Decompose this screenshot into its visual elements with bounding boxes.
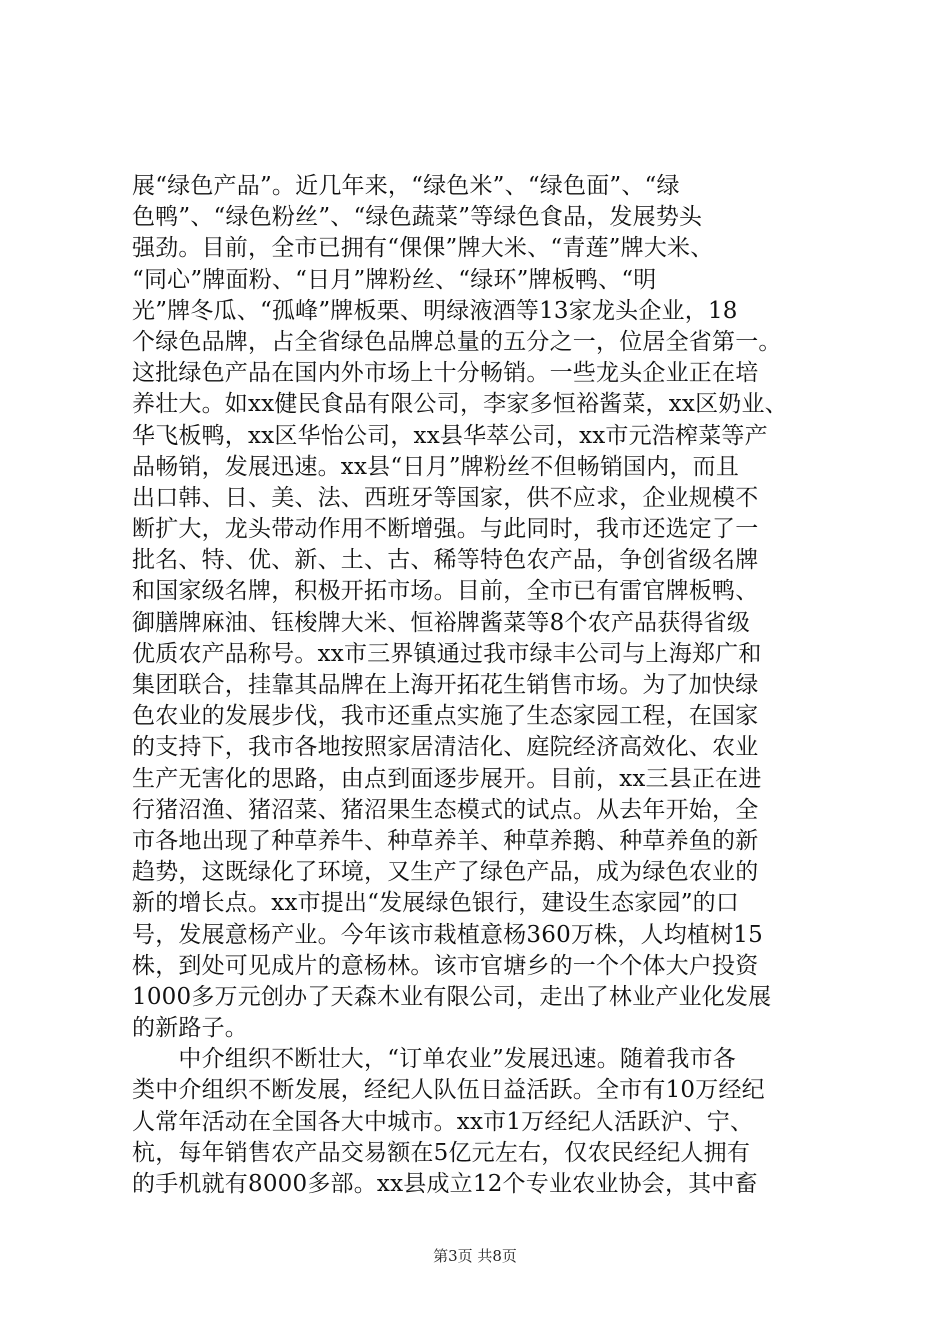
text-line: 的新路子。	[132, 1015, 248, 1042]
text-line: 强劲。目前，全市已拥有“倮倮”牌大米、“青莲”牌大米、	[132, 235, 714, 262]
text-line: 和国家级名牌，积极开拓市场。目前，全市已有雷官牌板鸭、	[132, 578, 759, 605]
text-line: 断扩大，龙头带动作用不断增强。与此同时，我市还选定了一	[132, 516, 759, 543]
text-line: 株，到处可见成片的意杨林。该市官塘乡的一个个体大户投资	[132, 952, 759, 979]
text-line: 优质农产品称号。xx市三界镇通过我市绿丰公司与上海郑广和	[132, 640, 762, 667]
text-line: 个绿色品牌，占全省绿色品牌总量的五分之一，位居全省第一。	[132, 328, 782, 355]
text-line: 光”牌冬瓜、“孤峰”牌板栗、明绿液酒等13家龙头企业，18	[132, 297, 738, 324]
text-line: 的支持下，我市各地按照家居清洁化、庭院经济高效化、农业	[132, 734, 759, 761]
text-line: 行猪沼渔、猪沼菜、猪沼果生态模式的试点。从去年开始，全	[132, 796, 759, 823]
text-line: 养壮大。如xx健民食品有限公司，李家多恒裕酱菜，xx区奶业、	[132, 391, 788, 418]
text-line: 这批绿色产品在国内外市场上十分畅销。一些龙头企业正在培	[132, 360, 759, 387]
text-line: 杭，每年销售农产品交易额在5亿元左右，仅农民经纪人拥有	[132, 1139, 751, 1166]
text-line: 号，发展意杨产业。今年该市栽植意杨360万株，人均植树15	[132, 921, 763, 948]
text-line: 华飞板鸭，xx区华怡公司，xx县华萃公司，xx市元浩榨菜等产	[132, 422, 768, 449]
text-line: “同心”牌面粉、“日月”牌粉丝、“绿环”牌板鸭、“明	[132, 266, 657, 293]
text-line: 人常年活动在全国各大中城市。xx市1万经纪人活跃沪、宁、	[132, 1108, 754, 1135]
text-line: 出口韩、日、美、法、西班牙等国家，供不应求，企业规模不	[132, 484, 759, 511]
text-line: 品畅销，发展迅速。xx县“日月”牌粉丝不但畅销国内，而且	[132, 453, 740, 480]
text-line: 新的增长点。xx市提出“发展绿色银行，建设生态家园”的口	[132, 890, 740, 917]
paragraph-start-line: 中介组织不断壮大，“订单农业”发展迅速。随着我市各	[132, 1046, 736, 1073]
text-line: 批名、特、优、新、土、古、稀等特色农产品，争创省级名牌	[132, 547, 759, 574]
page-number-footer: 第3页 共8页	[433, 1247, 517, 1265]
text-line: 趋势，这既绿化了环境，又生产了绿色产品，成为绿色农业的	[132, 859, 759, 886]
text-line: 生产无害化的思路，由点到面逐步展开。目前，xx三县正在进	[132, 765, 762, 792]
text-line: 展“绿色产品”。近几年来，“绿色米”、“绿色面”、“绿	[132, 173, 680, 199]
text-line: 类中介组织不断发展，经纪人队伍日益活跃。全市有10万经纪	[132, 1077, 765, 1104]
text-line: 色农业的发展步伐，我市还重点实施了生态家园工程，在国家	[132, 703, 759, 730]
text-line: 的手机就有8000多部。xx县成立12个专业农业协会，其中畜	[132, 1171, 758, 1197]
text-line: 集团联合，挂靠其品牌在上海开拓花生销售市场。为了加快绿	[132, 672, 759, 698]
text-line: 市各地出现了种草养牛、种草养羊、种草养鹅、种草养鱼的新	[132, 827, 759, 854]
body-text	[132, 171, 832, 1200]
text-line: 色鸭”、“绿色粉丝”、“绿色蔬菜”等绿色食品，发展势头	[132, 204, 703, 231]
text-line: 1000多万元创办了天森木业有限公司，走出了林业产业化发展	[132, 983, 772, 1010]
text-line: 御膳牌麻油、钰梭牌大米、恒裕牌酱菜等8个农产品获得省级	[132, 609, 751, 636]
